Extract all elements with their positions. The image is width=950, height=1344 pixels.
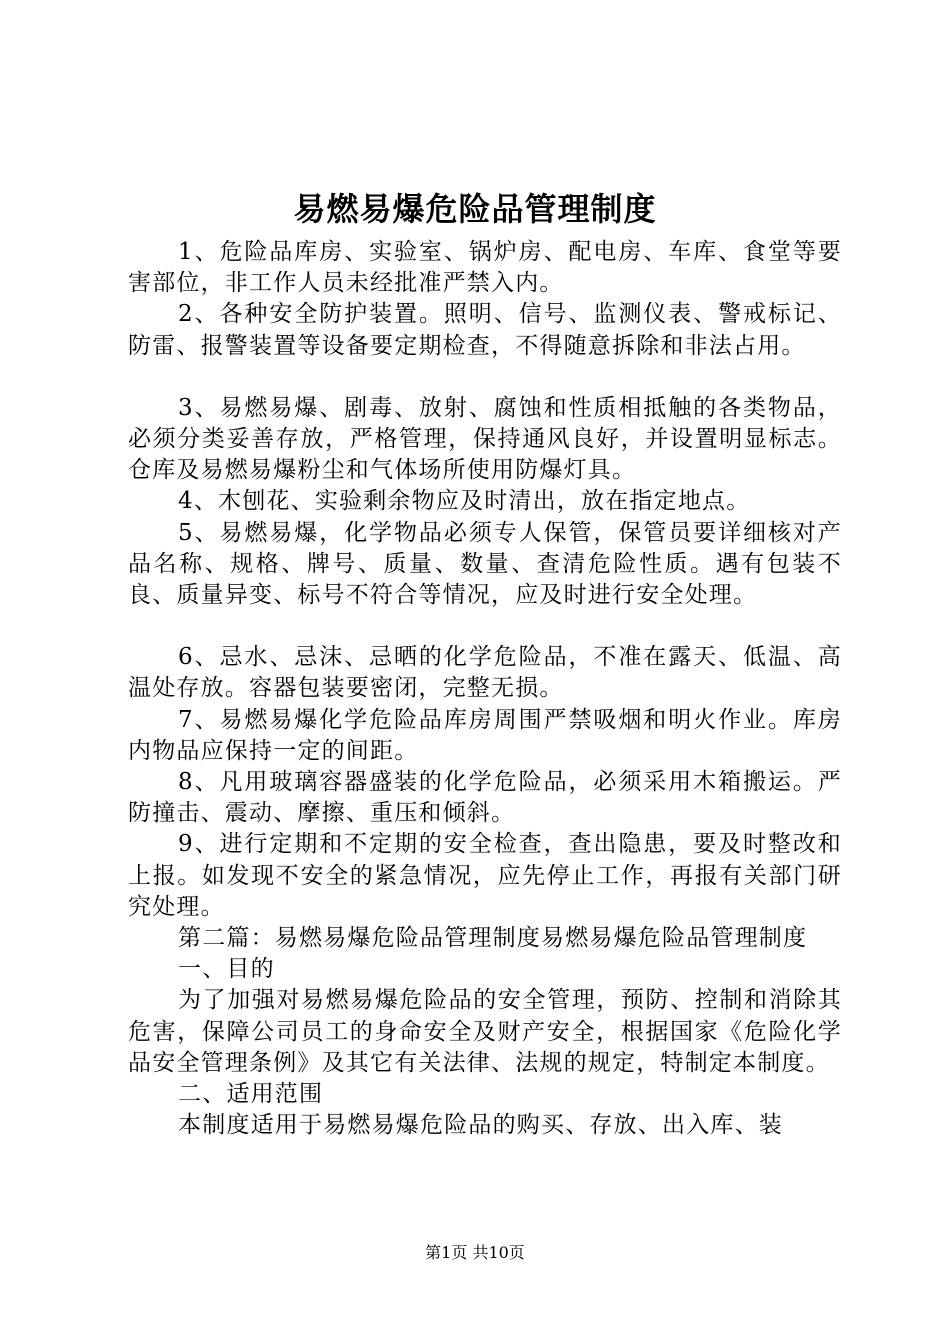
paragraph-1: 1、危险品库房、实验室、锅炉房、配电房、车库、食堂等要害部位，非工作人员未经批准严禁入内。 <box>128 239 842 297</box>
paragraph-9: 9、进行定期和不定期的安全检查，查出隐患，要及时整改和上报。如发现不安全的紧急情况，应先停止工作，再报有关部门研究处理。 <box>128 831 842 920</box>
section-heading-scope: 二、适用范围 <box>178 1081 324 1108</box>
paragraph-3: 3、易燃易爆、剧毒、放射、腐蚀和性质相抵触的各类物品，必须分类妥善存放，严格管理，保持通风良好，并设置明显标志。仓库及易燃易爆粉尘和气体场所使用防爆灯具。 <box>128 394 842 484</box>
document-title: 易燃易爆危险品管理制度 <box>293 190 657 228</box>
section-heading-purpose: 一、目的 <box>178 956 275 983</box>
paragraph-8: 8、凡用玻璃容器盛装的化学危险品，必须采用木箱搬运。严防撞击、震动、摩擦、重压和倾斜。 <box>128 769 842 827</box>
paragraph-6: 6、忌水、忌沫、忌晒的化学危险品，不准在露天、低温、高温处存放。容器包装要密闭，完整无损。 <box>128 644 842 702</box>
paragraph-7: 7、易燃易爆化学危险品库房周围严禁吸烟和明火作业。库房内物品应保持一定的间距。 <box>128 706 842 764</box>
paragraph-4: 4、木刨花、实验剩余物应及时清出，放在指定地点。 <box>178 488 751 515</box>
section-heading-part-two: 第二篇：易燃易爆危险品管理制度易燃易爆危险品管理制度 <box>178 925 808 952</box>
document-body <box>128 237 842 1141</box>
page-footer: 第1页 共10页 <box>425 1243 525 1262</box>
paragraph-scope: 本制度适用于易燃易爆危险品的购买、存放、出入库、装 <box>178 1112 783 1139</box>
paragraph-5: 5、易燃易爆，化学物品必须专人保管，保管员要详细核对产品名称、规格、牌号、质量、数量、查清危险性质。遇有包装不良、质量异变、标号不符合等情况，应及时进行安全处理。 <box>128 519 842 609</box>
paragraph-2: 2、各种安全防护装置。照明、信号、监测仪表、警戒标记、防雷、报警装置等设备要定期检查，不得随意拆除和非法占用。 <box>128 301 842 359</box>
paragraph-purpose: 为了加强对易燃易爆危险品的安全管理，预防、控制和消除其危害，保障公司员工的身命安全及财产安全，根据国家《危险化学品安全管理条例》及其它有关法律、法规的规定，特制定本制度。 <box>128 987 842 1076</box>
